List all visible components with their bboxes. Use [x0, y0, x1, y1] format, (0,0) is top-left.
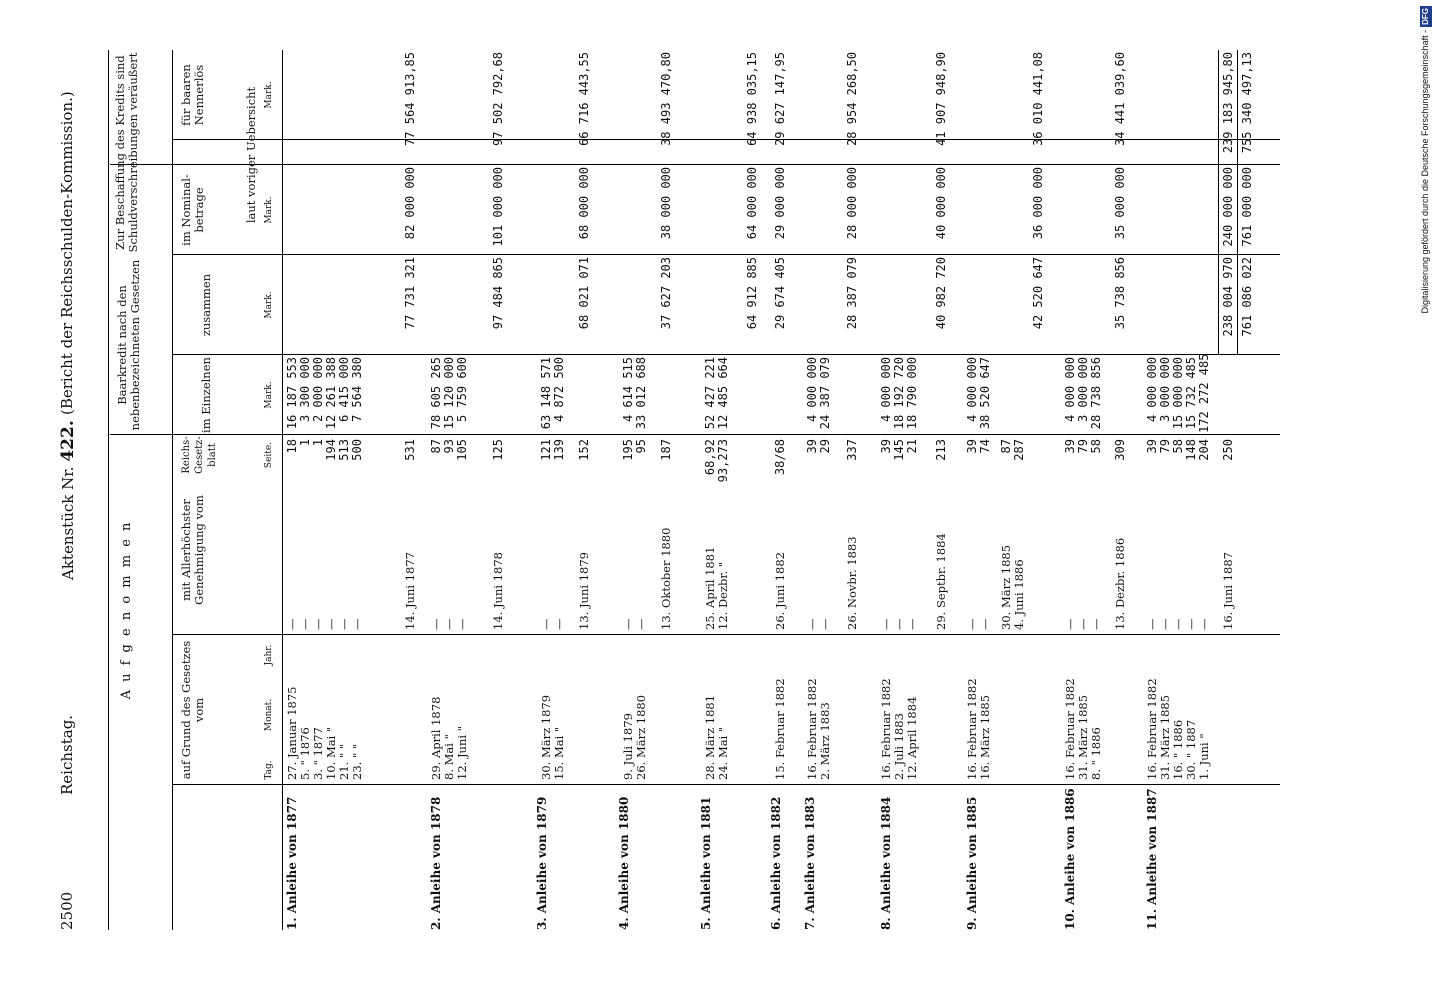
loan-name: 8. Anleihe von 1884	[879, 796, 893, 930]
zusammen-value: 40 982 720	[934, 257, 948, 330]
einzeln-line: 5 759 600	[455, 357, 469, 423]
gesetz-line: 30. " 1887	[1184, 719, 1198, 780]
einzeln-line: 7 564 380	[350, 357, 364, 423]
einzeln-line: 33 012 688	[634, 357, 648, 430]
col-zusammen: zusammen	[199, 273, 213, 337]
rgbl-line: 39	[1063, 439, 1077, 454]
rgbl-line: 93	[442, 439, 456, 454]
genehm-line: 25. April 1881	[703, 546, 717, 630]
genehm-line: 16. Juni 1887	[1221, 552, 1235, 630]
sub-jahr: Jahr.	[264, 644, 274, 666]
rgbl-line: 68,92	[703, 439, 717, 476]
gesetz-line: 28. März 1881	[703, 694, 717, 780]
table-head-rule-1	[172, 50, 173, 930]
dfg-logo: DFG	[1421, 8, 1430, 25]
loan-name: 4. Anleihe von 1880	[617, 796, 631, 930]
gesetz-line: 5. " 1876	[298, 727, 312, 780]
genehm-line: —	[298, 618, 312, 630]
genehm-line: —	[324, 618, 338, 630]
genehm-line: 14. Juni 1878	[491, 552, 505, 630]
zusammen-value: 35 738 856	[1113, 257, 1127, 330]
gesetz-line: 16. Februar 1882	[879, 678, 893, 780]
gesetz-line: 10. Mai "	[324, 726, 338, 780]
gesetz-line: 9. Juli 1879	[621, 713, 635, 780]
gesetz-line: 16. Februar 1882	[965, 678, 979, 780]
rgbl-line: 105	[455, 439, 469, 461]
rgbl-line: 79	[1076, 439, 1090, 454]
nominal-value: 68 000 000	[577, 167, 591, 240]
genehm-line: —	[1063, 618, 1077, 630]
baar-value: 66 716 443,55	[577, 52, 591, 146]
genehm-line: —	[905, 618, 919, 630]
einzeln-line: 15 120 000	[442, 357, 456, 430]
sub-tag: Tag.	[264, 760, 274, 780]
col-gesetz: auf Grund des Gesetzes vom	[179, 640, 206, 780]
rgbl-line: 58	[1171, 439, 1185, 454]
genehm-line: —	[539, 618, 553, 630]
genehm-line: 13. Juni 1879	[577, 552, 591, 630]
gesetz-line: 21. " "	[337, 743, 351, 780]
einzeln-line: 4 000 000	[965, 357, 979, 423]
rgbl-line: 194	[324, 439, 338, 461]
col-beschaffung: Zur Beschaffung des Kredits sind Schuldverschreibungen veräußert	[113, 52, 140, 253]
genehm-line: —	[442, 618, 456, 630]
gesetz-line: 2. März 1883	[818, 702, 832, 780]
col-rule-nominal	[110, 164, 1280, 165]
rgbl-line: 79	[1158, 439, 1172, 454]
einzeln-line: 2 000 000	[311, 357, 325, 423]
einzeln-line: 6 415 000	[337, 357, 351, 423]
rgbl-line: 1	[311, 439, 325, 447]
page-number: 2500	[58, 891, 76, 930]
col-nominal: im Nominal-betrage	[179, 174, 206, 246]
sub-mark-4: Mark.	[264, 81, 274, 109]
prev-total-nominal: 761 000 000	[1240, 167, 1254, 247]
einzeln-line: 63 148 571	[539, 357, 553, 430]
genehm-line: —	[350, 618, 364, 630]
rgbl-line: 250	[1221, 439, 1235, 461]
totals-rule	[1218, 50, 1219, 355]
sub-seite: Seite.	[264, 441, 274, 469]
einzeln-line: 4 614 515	[621, 357, 635, 423]
sub-mark-3: Mark.	[264, 196, 274, 224]
zusammen-value: 97 484 865	[491, 257, 505, 330]
loan-name: 10. Anleihe von 1886	[1063, 788, 1077, 930]
baar-value: 36 010 441,08	[1031, 52, 1045, 146]
rgbl-line: 39	[879, 439, 893, 454]
genehm-line: —	[978, 618, 992, 630]
zusammen-value: 28 387 079	[845, 257, 859, 330]
rgbl-line: 58	[1089, 439, 1103, 454]
rgbl-line: 145	[892, 439, 906, 461]
genehm-line: —	[634, 618, 648, 630]
col-rule-rgbl	[110, 434, 1280, 435]
col-genehmigung: mit Allerhöchster Genehmigung vom	[179, 495, 206, 605]
einzeln-line: 15 732 485	[1184, 357, 1198, 430]
gesetz-line: 15. Mai "	[552, 726, 566, 780]
nominal-value: 101 000 000	[491, 167, 505, 247]
einzeln-line: 18 192 720	[892, 357, 906, 430]
totals-rule-2	[1237, 50, 1238, 355]
einzeln-line: 78 605 265	[429, 357, 443, 430]
rgbl-line: 87	[429, 439, 443, 454]
genehm-line: 26. Novbr. 1883	[845, 536, 859, 630]
rgbl-line: 29	[818, 439, 832, 454]
col-rgbl: Reichs-Gesetz-blatt	[181, 436, 218, 474]
zusammen-value: 29 674 405	[773, 257, 787, 330]
sub-mark-2: Mark.	[264, 291, 274, 319]
einzeln-line: 4 000 000	[805, 357, 819, 423]
genehm-line: —	[1197, 618, 1211, 630]
genehm-line: 29. Septbr. 1884	[934, 533, 948, 630]
nominal-value: 38 000 000	[659, 167, 673, 240]
table-top-rule	[108, 50, 109, 930]
nominal-value: 28 000 000	[845, 167, 859, 240]
zusammen-value: 37 627 203	[659, 257, 673, 330]
rgbl-line: 87	[999, 439, 1013, 454]
baar-value: 64 938 035,15	[745, 52, 759, 146]
genehm-line: 30. März 1885	[999, 544, 1013, 630]
total-nominal: 240 000 000	[1221, 167, 1235, 247]
genehm-line: —	[311, 618, 325, 630]
loan-name: 3. Anleihe von 1879	[535, 796, 549, 930]
genehm-line: —	[1171, 618, 1185, 630]
baar-value: 28 954 268,50	[845, 52, 859, 146]
baar-value: 29 627 147,95	[773, 52, 787, 146]
genehm-line: —	[429, 618, 443, 630]
header-center-number: 422.	[58, 420, 78, 462]
genehm-line: —	[552, 618, 566, 630]
col-baar: für baaren Nennerlös	[179, 64, 206, 126]
einzeln-line: 4 872 500	[552, 357, 566, 423]
nominal-value: 40 000 000	[934, 167, 948, 240]
genehm-line: —	[879, 618, 893, 630]
header-center	[58, 420, 78, 580]
col-vorige: laut voriger Uebersicht	[244, 86, 258, 224]
genehm-line: —	[892, 618, 906, 630]
rgbl-line: 309	[1113, 439, 1127, 461]
col-einzelnen: im Einzelnen	[199, 357, 213, 433]
rgbl-line: 95	[634, 439, 648, 454]
rgbl-line: 39	[805, 439, 819, 454]
rgbl-line: 74	[978, 439, 992, 454]
genehm-line: —	[337, 618, 351, 630]
rgbl-line: 531	[403, 439, 417, 461]
nominal-value: 35 000 000	[1113, 167, 1127, 240]
einzeln-line: 4 000 000	[1063, 357, 1077, 423]
col-baarkredit: Baarkredit nach den nebenbezeichneten Gesetzen	[115, 259, 142, 431]
col-rule-zusammen	[172, 254, 1280, 255]
rgbl-line: 39	[1145, 439, 1159, 454]
loan-name: 2. Anleihe von 1878	[429, 796, 443, 930]
gesetz-line: 16. " 1886	[1171, 719, 1185, 780]
loan-name: 7. Anleihe von 1883	[803, 796, 817, 930]
digitization-strip	[1418, 6, 1432, 994]
nominal-value: 29 000 000	[773, 167, 787, 240]
digitization-text-wrap	[1418, 6, 1432, 994]
digitization-text: Digitalisierung gefördert durch die Deutsche Forschungsgemeinschaft -	[1420, 29, 1430, 314]
gesetz-line: 30. März 1879	[539, 694, 553, 780]
genehm-line: —	[1158, 618, 1172, 630]
nominal-value: 36 000 000	[1031, 167, 1045, 240]
prev-total-baar: 755 340 497,13	[1240, 52, 1254, 154]
loan-name: 1. Anleihe von 1877	[285, 796, 299, 930]
genehm-line: —	[965, 618, 979, 630]
rgbl-line: 152	[577, 439, 591, 461]
genehm-line: 13. Oktober 1880	[659, 527, 673, 630]
baar-value: 41 907 948,90	[934, 52, 948, 146]
genehm-line: —	[805, 618, 819, 630]
rgbl-line: 500	[350, 439, 364, 461]
nominal-value: 82 000 000	[403, 167, 417, 240]
rgbl-line: 93,273	[716, 439, 730, 483]
gesetz-line: 31. März 1885	[1158, 694, 1172, 780]
gesetz-line: 2. Juli 1883	[892, 713, 906, 780]
rgbl-line: 139	[552, 439, 566, 461]
einzeln-line: 52 427 221	[703, 357, 717, 430]
total-zusammen: 238 004 970	[1221, 257, 1235, 337]
col-aufgenommen: A u f g e n o m m e n	[119, 520, 134, 700]
einzeln-line: 12 261 388	[324, 357, 338, 430]
zusammen-value: 68 021 071	[577, 257, 591, 330]
loan-name: 11. Anleihe von 1887	[1145, 788, 1159, 930]
rgbl-line: 121	[539, 439, 553, 461]
nominal-value: 64 000 000	[745, 167, 759, 240]
rgbl-line: 1	[298, 439, 312, 447]
genehm-line: 13. Dezbr. 1886	[1113, 537, 1127, 630]
loan-name: 6. Anleihe von 1882	[769, 796, 783, 930]
genehm-line: —	[1145, 618, 1159, 630]
einzeln-line: 4 000 000	[879, 357, 893, 423]
total-baar: 239 183 945,80	[1221, 52, 1235, 154]
baar-value: 97 502 792,68	[491, 52, 505, 146]
einzeln-line: 3 000 000	[1158, 357, 1172, 423]
rgbl-line: 337	[845, 439, 859, 461]
sub-monat: Monat.	[264, 698, 274, 732]
genehm-line: —	[621, 618, 635, 630]
rgbl-line: 38/68	[773, 439, 787, 476]
gesetz-line: 16. Februar 1882	[1063, 678, 1077, 780]
gesetz-line: 12. Juni "	[455, 726, 469, 780]
gesetz-line: 31. März 1885	[1076, 694, 1090, 780]
gesetz-line: 29. April 1878	[429, 696, 443, 780]
zusammen-value: 64 912 885	[745, 257, 759, 330]
genehm-line: 12. Dezbr. "	[716, 561, 730, 630]
header-center-prefix: Aktenstück Nr.	[59, 466, 77, 580]
table-head-rule-2	[282, 50, 283, 930]
rgbl-line: 18	[285, 439, 299, 454]
prev-total-zusammen: 761 086 022	[1240, 257, 1254, 337]
zusammen-value: 77 731 321	[403, 257, 417, 330]
genehm-line: —	[1076, 618, 1090, 630]
einzeln-line: 172 272 485	[1197, 353, 1211, 433]
rgbl-line: 213	[934, 439, 948, 461]
rgbl-line: 513	[337, 439, 351, 461]
gesetz-line: 26. März 1880	[634, 694, 648, 780]
einzeln-line: 3 300 000	[298, 357, 312, 423]
einzeln-line: 38 520 647	[978, 357, 992, 430]
gesetz-line: 24. Mai "	[716, 726, 730, 780]
einzeln-line: 3 000 000	[1076, 357, 1090, 423]
gesetz-line: 23. " "	[350, 743, 364, 780]
header-right: (Bericht der Reichsschulden-Kommission.)	[58, 91, 76, 415]
rgbl-line: 39	[965, 439, 979, 454]
gesetz-line: 15. Februar 1882	[773, 678, 787, 780]
einzeln-line: 18 790 000	[905, 357, 919, 430]
genehm-line: —	[1184, 618, 1198, 630]
col-rule-genehm	[172, 634, 1280, 635]
loan-name: 9. Anleihe von 1885	[965, 796, 979, 930]
gesetz-line: 16. März 1885	[978, 694, 992, 780]
gesetz-line: 3. " 1877	[311, 727, 325, 780]
rgbl-line: 187	[659, 439, 673, 461]
gesetz-line: 8. " 1886	[1089, 727, 1103, 780]
baar-value: 34 441 039,60	[1113, 52, 1127, 146]
gesetz-line: 1. Juni "	[1197, 733, 1211, 780]
gesetz-line: 16. Februar 1882	[1145, 678, 1159, 780]
genehm-line: —	[818, 618, 832, 630]
col-rule-gesetz	[172, 784, 1280, 785]
baar-value: 38 493 470,80	[659, 52, 673, 146]
einzeln-line: 15 000 000	[1171, 357, 1185, 430]
genehm-line: 26. Juni 1882	[773, 552, 787, 630]
einzeln-line: 4 000 000	[1145, 357, 1159, 423]
einzeln-line: 12 485 664	[716, 357, 730, 430]
header-left: Reichstag.	[58, 714, 76, 795]
loan-name: 5. Anleihe von 1881	[699, 796, 713, 930]
col-rule-einzeln	[172, 354, 1280, 355]
zusammen-value: 42 520 647	[1031, 257, 1045, 330]
sub-mark-1: Mark.	[264, 381, 274, 409]
rgbl-line: 195	[621, 439, 635, 461]
einzeln-line: 24 387 079	[818, 357, 832, 430]
rgbl-line: 125	[491, 439, 505, 461]
einzeln-line: 28 738 856	[1089, 357, 1103, 430]
rgbl-line: 21	[905, 439, 919, 454]
rgbl-line: 204	[1197, 439, 1211, 461]
gesetz-line: 12. April 1884	[905, 696, 919, 780]
gesetz-line: 27. Januar 1875	[285, 686, 299, 780]
genehm-line: —	[285, 618, 299, 630]
gesetz-line: 8. Mai "	[442, 734, 456, 780]
rgbl-line: 148	[1184, 439, 1198, 461]
rgbl-line: 287	[1012, 439, 1026, 461]
genehm-line: 4. Juni 1886	[1012, 559, 1026, 630]
genehm-line: 14. Juni 1877	[403, 552, 417, 630]
genehm-line: —	[1089, 618, 1103, 630]
genehm-line: —	[455, 618, 469, 630]
einzeln-line: 16 187 553	[285, 357, 299, 430]
gesetz-line: 16. Februar 1882	[805, 678, 819, 780]
baar-value: 77 564 913,85	[403, 52, 417, 146]
